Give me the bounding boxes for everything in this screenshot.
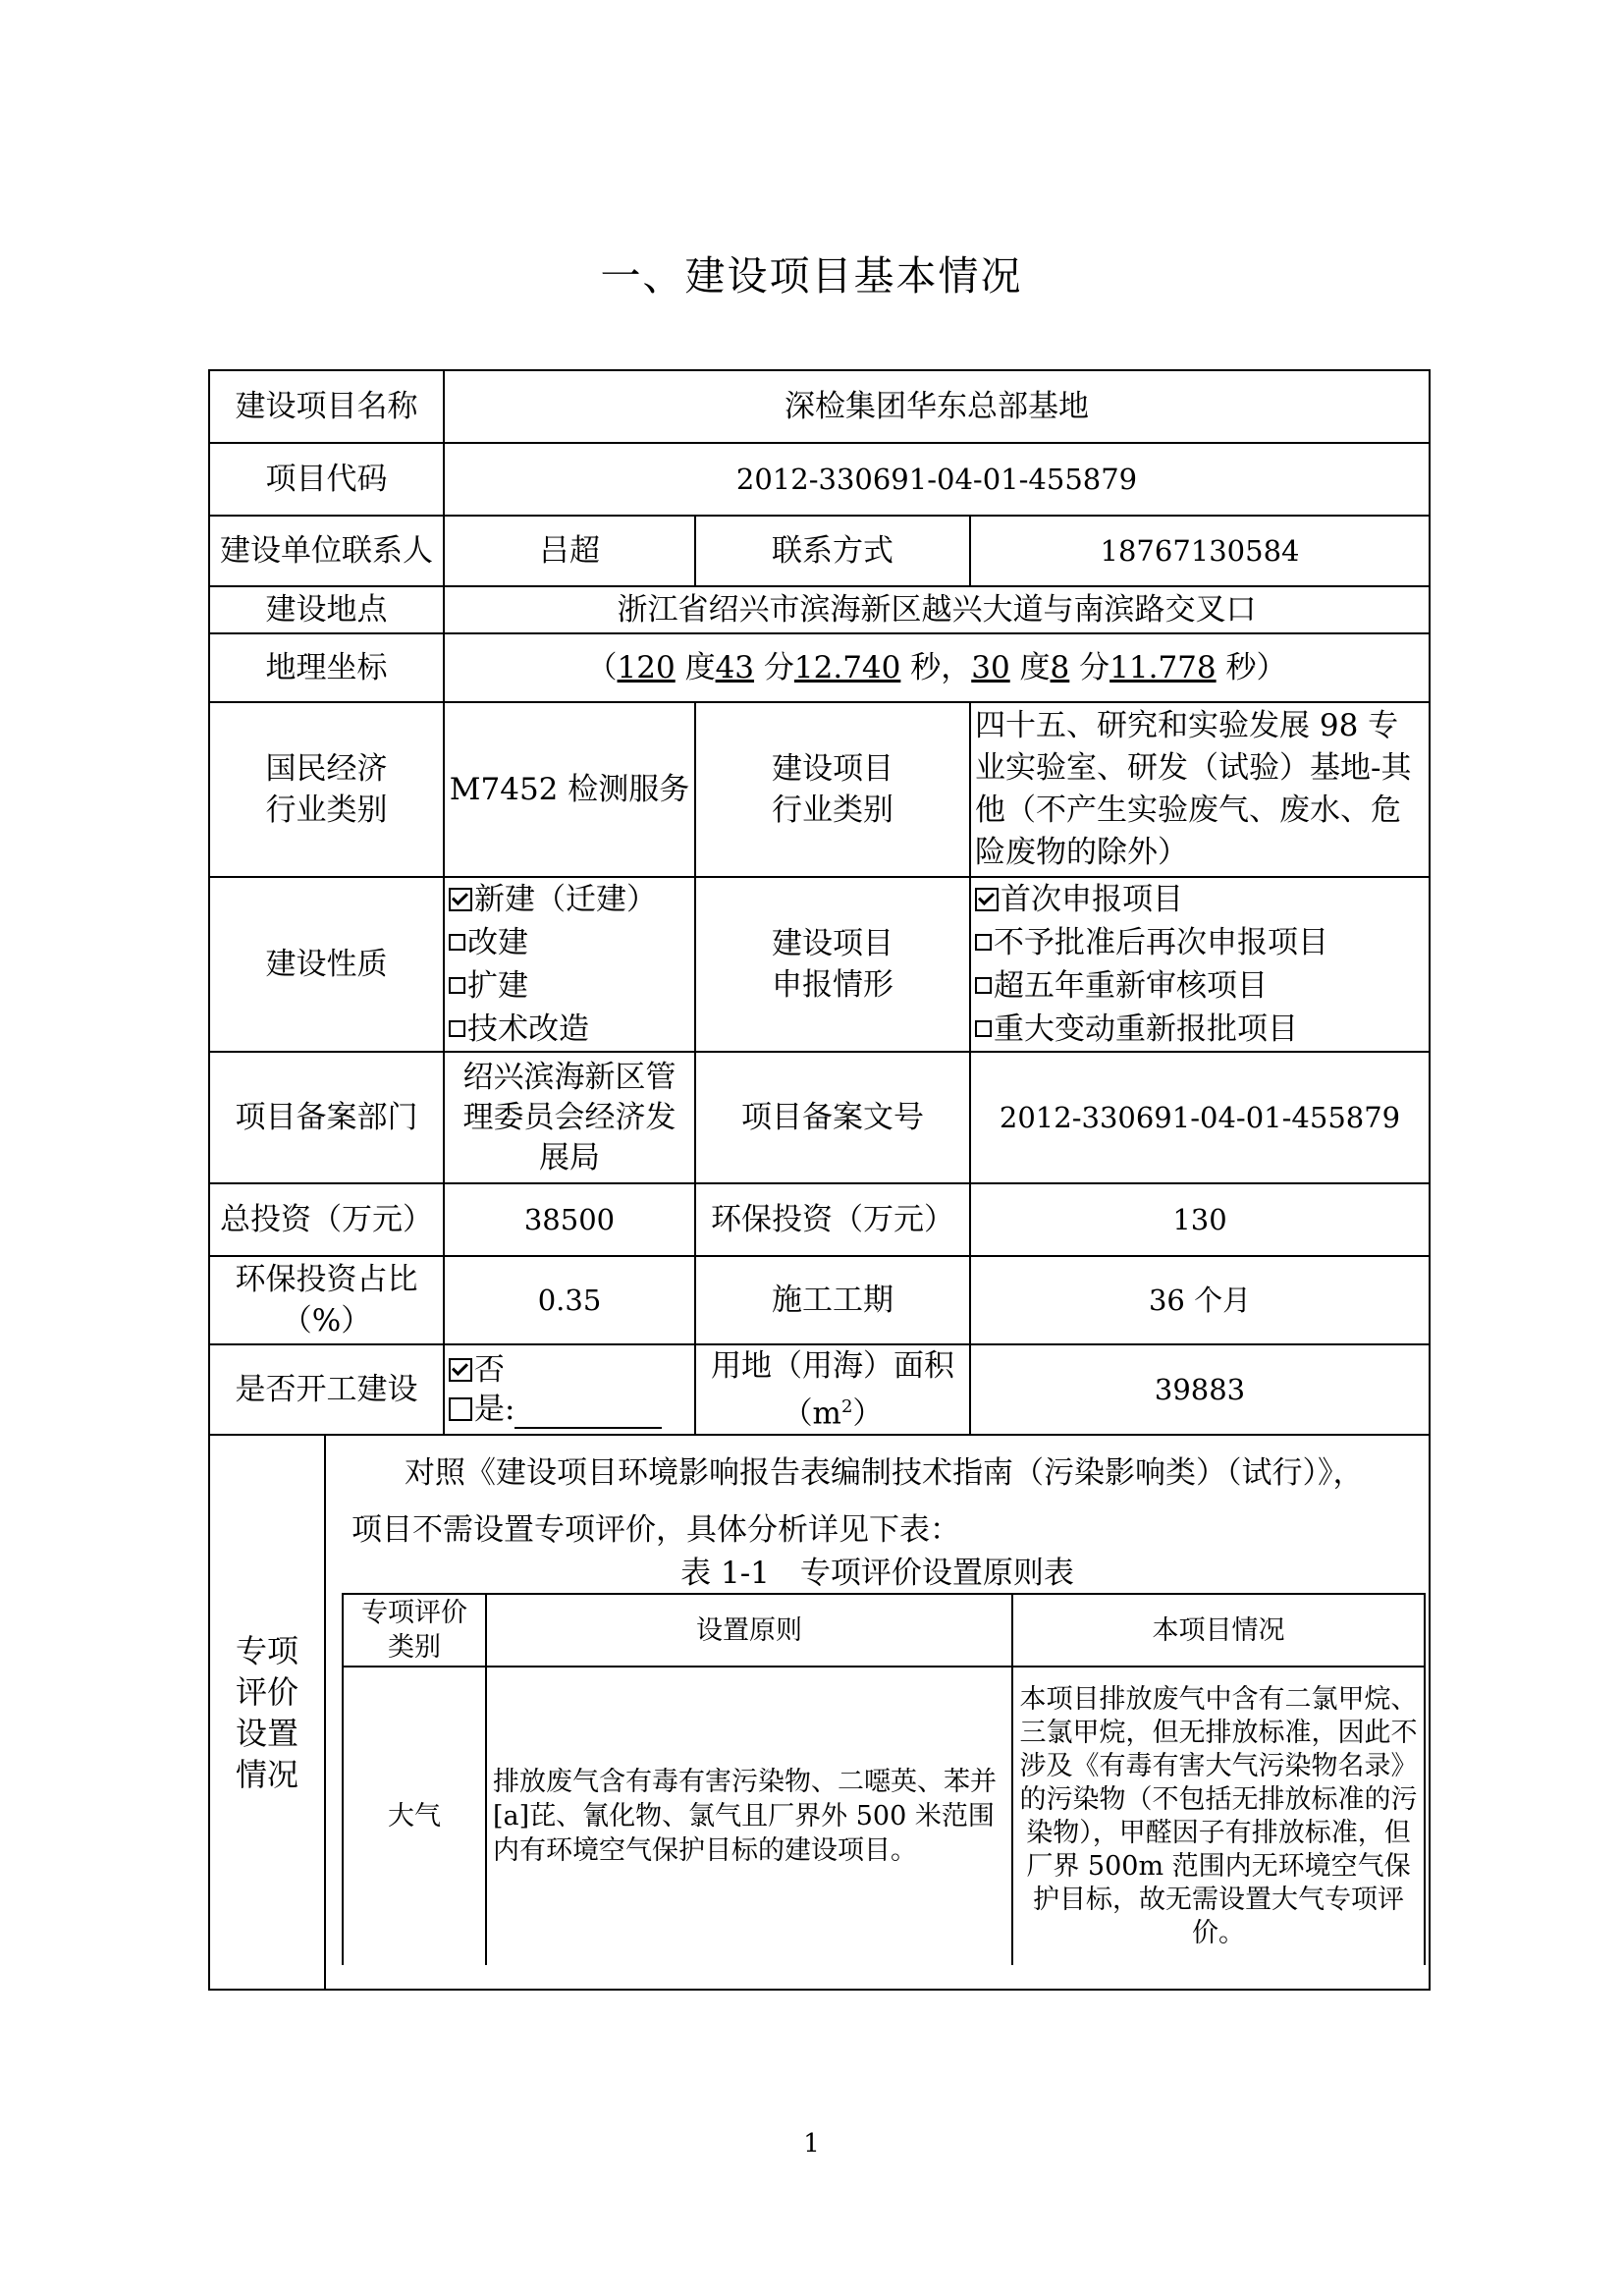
declaration-option[interactable] [975, 921, 1425, 964]
label-line [700, 1387, 965, 1434]
row-special-evaluation [209, 1435, 1430, 1990]
row-ratio [209, 1256, 1430, 1344]
label-line: 设置 [235, 1714, 298, 1752]
label-line: （%） [281, 1303, 372, 1339]
option-label: 重大变动重新报批项目 [994, 1011, 1298, 1047]
value-total-investment: 38500 [444, 1183, 695, 1256]
row-nature [209, 877, 1430, 1052]
option-label: 否 [474, 1352, 505, 1389]
nature-option[interactable] [449, 1008, 690, 1051]
value-contact-phone: 18767130584 [970, 516, 1430, 586]
lon-degree: 120 [617, 650, 676, 685]
label-construction-period: 施工工期 [695, 1256, 970, 1344]
header-line: 专项评价 [361, 1598, 467, 1629]
label-land-area [695, 1344, 970, 1435]
checkbox-icon [975, 977, 992, 994]
unit-close: ） [852, 1395, 884, 1432]
intro-paragraph: 对照《建设项目环境影响报告表编制技术指南（污染影响类）（试行）》， [405, 1455, 1364, 1492]
value-national-industry: M7452 检测服务 [444, 702, 695, 877]
nature-option[interactable] [449, 878, 690, 921]
option-label: 技术改造 [467, 1011, 589, 1047]
min-unit: 分 [754, 650, 794, 685]
label-filing-number: 项目备案文号 [695, 1052, 970, 1183]
table-caption: 表 1-1 专项评价设置原则表 [680, 1556, 1074, 1592]
label-env-ratio [209, 1256, 444, 1344]
special-evaluation-content [325, 1435, 1430, 1990]
value-contact-person: 吕超 [444, 516, 695, 586]
lon-minute: 43 [715, 650, 755, 685]
value-env-investment: 130 [970, 1183, 1430, 1256]
label-line: 评价 [235, 1672, 298, 1711]
page-title: 一、建设项目基本情况 [600, 252, 1023, 300]
row-project-code [209, 443, 1430, 516]
label-env-investment: 环保投资（万元） [695, 1183, 970, 1256]
nature-option[interactable] [449, 964, 690, 1008]
checked-box-icon [449, 888, 472, 911]
option-label: 是: [474, 1392, 515, 1428]
header-line: 类别 [388, 1632, 441, 1664]
header-category [343, 1594, 486, 1667]
option-label: 超五年重新审核项目 [994, 968, 1268, 1004]
checkbox-icon [449, 1020, 465, 1037]
blank-underline[interactable] [514, 1401, 662, 1429]
sec-unit: 秒， [900, 650, 972, 685]
lon-second: 12.740 [793, 650, 901, 685]
label-line: 国民经济 [265, 751, 388, 787]
label-line: 建设项目 [772, 751, 893, 787]
sub-row-air [343, 1667, 1425, 1965]
value-project-name: 深检集团华东总部基地 [444, 370, 1430, 443]
header-principle: 设置原则 [486, 1594, 1012, 1667]
row-started [209, 1344, 1430, 1435]
label-declaration-situation [695, 877, 970, 1052]
label-location: 建设地点 [209, 586, 444, 633]
checkbox-icon [449, 1397, 472, 1421]
row-filing [209, 1052, 1430, 1183]
lat-degree: 30 [971, 650, 1010, 685]
checked-box-icon [449, 1358, 472, 1382]
lat-minute: 8 [1050, 650, 1070, 685]
label-total-investment: 总投资（万元） [209, 1183, 444, 1256]
header-situation: 本项目情况 [1012, 1594, 1425, 1667]
label-contact-person: 建设单位联系人 [209, 516, 444, 586]
label-line: 专项 [235, 1631, 298, 1669]
value-construction-period: 36 个月 [970, 1256, 1430, 1344]
value-filing-dept: 绍兴滨海新区管理委员会经济发展局 [444, 1052, 695, 1183]
row-location [209, 586, 1430, 633]
label-filing-dept: 项目备案部门 [209, 1052, 444, 1183]
value-filing-number: 2012-330691-04-01-455879 [970, 1052, 1430, 1183]
lat-second: 11.778 [1109, 650, 1217, 685]
sub-header-row [343, 1594, 1425, 1667]
value-project-industry: 四十五、研究和实验发展 98 专业实验室、研发（试验）基地-其他（不产生实验废气、废水、危险废物的除外） [970, 702, 1430, 877]
checkbox-icon [449, 934, 465, 951]
value-coordinates [444, 633, 1430, 702]
declaration-option[interactable] [975, 1008, 1425, 1051]
checked-box-icon [975, 888, 999, 911]
declaration-option[interactable] [975, 878, 1425, 921]
page-number: 1 [803, 2129, 820, 2159]
checkbox-icon [449, 977, 465, 994]
started-option-yes[interactable] [449, 1390, 690, 1429]
label-special-evaluation [209, 1435, 325, 1990]
unit-superscript: 2 [840, 1396, 853, 1417]
label-national-industry [209, 702, 444, 877]
intro-paragraph-cont: 项目不需设置专项评价，具体分析详见下表： [352, 1512, 960, 1549]
label-contact-method: 联系方式 [695, 516, 970, 586]
basic-info-table [208, 369, 1431, 1991]
checkbox-icon [975, 934, 992, 951]
row-coordinates [209, 633, 1430, 702]
value-env-ratio: 0.35 [444, 1256, 695, 1344]
label-line: 情况 [235, 1755, 298, 1793]
coord-open: （ [586, 650, 618, 685]
label-project-name: 建设项目名称 [209, 370, 444, 443]
label-line: 行业类别 [265, 793, 388, 828]
deg-unit: 度 [675, 650, 716, 685]
nature-options [444, 877, 695, 1052]
label-project-code: 项目代码 [209, 443, 444, 516]
label-line: 环保投资占比 [235, 1262, 418, 1297]
label-line: 行业类别 [772, 793, 893, 828]
row-industry [209, 702, 1430, 877]
label-line: 建设项目 [772, 926, 893, 961]
declaration-option[interactable] [975, 964, 1425, 1008]
cell-situation: 本项目排放废气中含有二氯甲烷、三氯甲烷，但无排放标准，因此不涉及《有毒有害大气污染物名录》的污染物（不包括无排放标准的污染物），甲醛因子有排放标准，但厂界 500m 范围内无环境空气保护目标，故无需设置大气专项评价。 [1012, 1667, 1425, 1965]
value-project-code: 2012-330691-04-01-455879 [444, 443, 1430, 516]
special-evaluation-table [342, 1593, 1426, 1965]
min-unit: 分 [1069, 650, 1110, 685]
option-label: 扩建 [467, 968, 528, 1004]
deg-unit: 度 [1009, 650, 1051, 685]
cell-category: 大气 [343, 1667, 486, 1965]
option-label: 不予批准后再次申报项目 [994, 925, 1328, 960]
option-label: 首次申报项目 [1001, 882, 1183, 917]
value-location: 浙江省绍兴市滨海新区越兴大道与南滨路交叉口 [444, 586, 1430, 633]
checkbox-icon [975, 1020, 992, 1037]
option-label: 新建（迁建） [474, 882, 657, 917]
label-started: 是否开工建设 [209, 1344, 444, 1435]
label-project-industry [695, 702, 970, 877]
cell-principle: 排放废气含有毒有害污染物、二噁英、苯并[a]芘、氰化物、氯气且厂界外 500 米范围内有环境空气保护目标的建设项目。 [486, 1667, 1012, 1965]
unit-open: （m [782, 1395, 841, 1432]
label-coordinates: 地理坐标 [209, 633, 444, 702]
sec-unit: 秒） [1216, 650, 1287, 685]
row-project-name [209, 370, 1430, 443]
value-land-area: 39883 [970, 1344, 1430, 1435]
label-construction-nature: 建设性质 [209, 877, 444, 1052]
nature-option[interactable] [449, 921, 690, 964]
row-investment [209, 1183, 1430, 1256]
started-options [444, 1344, 695, 1435]
label-line: 申报情形 [772, 967, 893, 1003]
row-contact [209, 516, 1430, 586]
declaration-options [970, 877, 1430, 1052]
started-option-no[interactable] [449, 1350, 690, 1390]
option-label: 改建 [467, 925, 528, 960]
label-line: 用地（用海）面积 [711, 1348, 954, 1384]
